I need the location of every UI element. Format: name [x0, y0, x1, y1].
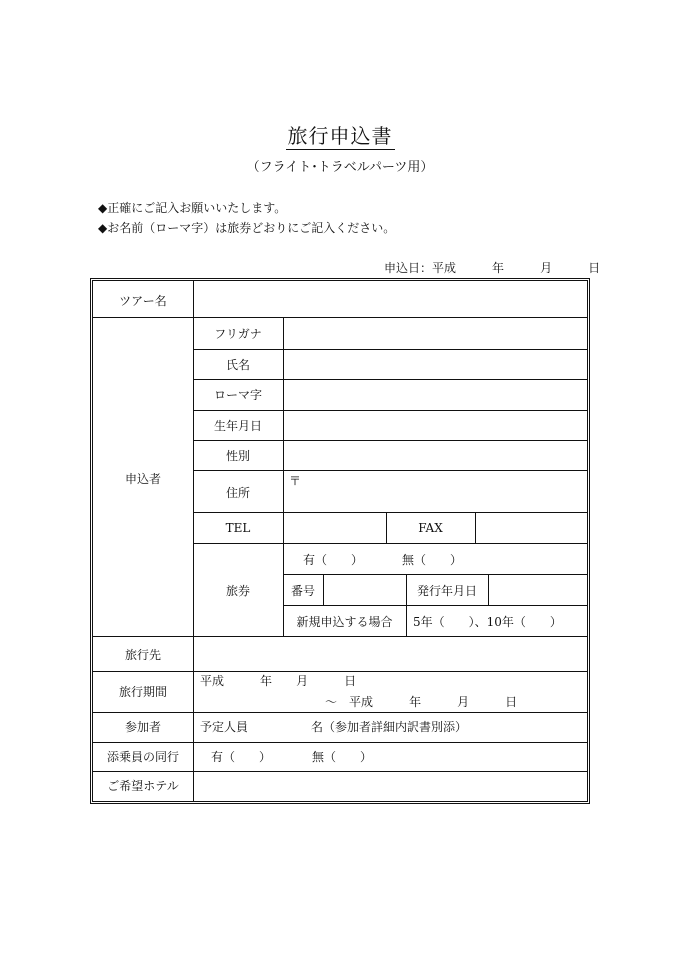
- column-divider: [283, 317, 284, 543]
- fax-label: FAX: [418, 521, 443, 535]
- row-divider: [193, 470, 587, 471]
- row-divider: [193, 410, 587, 411]
- hotel-label: ご希望ホテル: [107, 779, 179, 793]
- period-end-tilde: ～: [325, 695, 338, 709]
- birthdate-label: 生年月日: [213, 419, 262, 433]
- destination-label: 旅行先: [124, 648, 161, 662]
- column-divider: [488, 574, 489, 605]
- furigana-label: フリガナ: [214, 327, 262, 341]
- row-divider: [93, 742, 587, 743]
- period-end-month: 月: [457, 695, 470, 709]
- row-divider: [193, 543, 587, 544]
- period-end: [325, 695, 517, 709]
- passport-no-option: 無（ ）: [402, 553, 463, 567]
- tour-name-label: ツアー名: [119, 294, 167, 308]
- period-start-era: 平成: [200, 674, 225, 688]
- instruction-note-1: ◆正確にご記入お願いいたします。: [98, 201, 287, 215]
- issue-date-label: 発行年月日: [416, 584, 477, 598]
- participants-label: 参加者: [124, 720, 161, 734]
- row-divider: [93, 671, 587, 672]
- passport-label: 旅券: [225, 584, 250, 598]
- row-divider: [93, 712, 587, 713]
- passport-yes-option: 有（ ）: [303, 553, 364, 567]
- row-divider: [283, 605, 587, 606]
- applicant-label: 申込者: [124, 472, 161, 486]
- instruction-note-2: ◆お名前（ローマ字）は旅券どおりにご記入ください。: [98, 221, 396, 235]
- travel-period-label: 旅行期間: [118, 685, 167, 699]
- application-date-year: 年: [492, 261, 505, 275]
- romaji-label: ローマ字: [213, 388, 262, 402]
- gender-label: 性別: [225, 449, 250, 463]
- row-divider: [193, 512, 587, 513]
- period-start-day: 日: [344, 674, 357, 688]
- row-divider: [93, 317, 587, 318]
- new-application-label: 新規申込する場合: [296, 615, 393, 629]
- period-end-year: 年: [409, 695, 422, 709]
- participants-suffix: 名（参加者詳細内訳書別添）: [311, 720, 468, 734]
- escort-label: 添乗員の同行: [106, 750, 179, 764]
- escort-no-option: 無（ ）: [312, 750, 373, 764]
- application-date-month: 月: [540, 261, 553, 275]
- row-divider: [193, 379, 587, 380]
- name-label: 氏名: [225, 358, 250, 372]
- period-end-era: 平成: [349, 695, 374, 709]
- application-date-prefix: 申込日：平成: [384, 261, 457, 275]
- row-divider: [193, 349, 587, 350]
- application-date: [384, 259, 600, 276]
- postal-mark: 〒: [289, 474, 302, 488]
- column-divider: [475, 512, 476, 543]
- application-date-day: 日: [588, 261, 601, 275]
- row-divider: [283, 574, 587, 575]
- period-start-month: 月: [296, 674, 309, 688]
- form-title-text: 旅行申込書: [287, 124, 393, 148]
- participants-expected: 予定人員: [200, 720, 249, 734]
- period-start-year: 年: [260, 674, 273, 688]
- escort-yes-option: 有（ ）: [211, 750, 272, 764]
- row-divider: [93, 636, 587, 637]
- row-divider: [193, 440, 587, 441]
- address-label: 住所: [225, 486, 250, 500]
- form-title: [0, 120, 680, 149]
- form-subtitle: （フライト･トラベルパーツ用）: [246, 160, 434, 175]
- new-application-options: 5年（ ）、10年（ ）: [413, 615, 562, 629]
- tel-label: TEL: [225, 521, 251, 535]
- row-divider: [93, 771, 587, 772]
- period-start: [200, 674, 356, 688]
- period-end-day: 日: [505, 695, 518, 709]
- application-form-table: [90, 278, 590, 804]
- column-divider: [323, 574, 324, 605]
- passport-number-label: 番号: [290, 584, 315, 598]
